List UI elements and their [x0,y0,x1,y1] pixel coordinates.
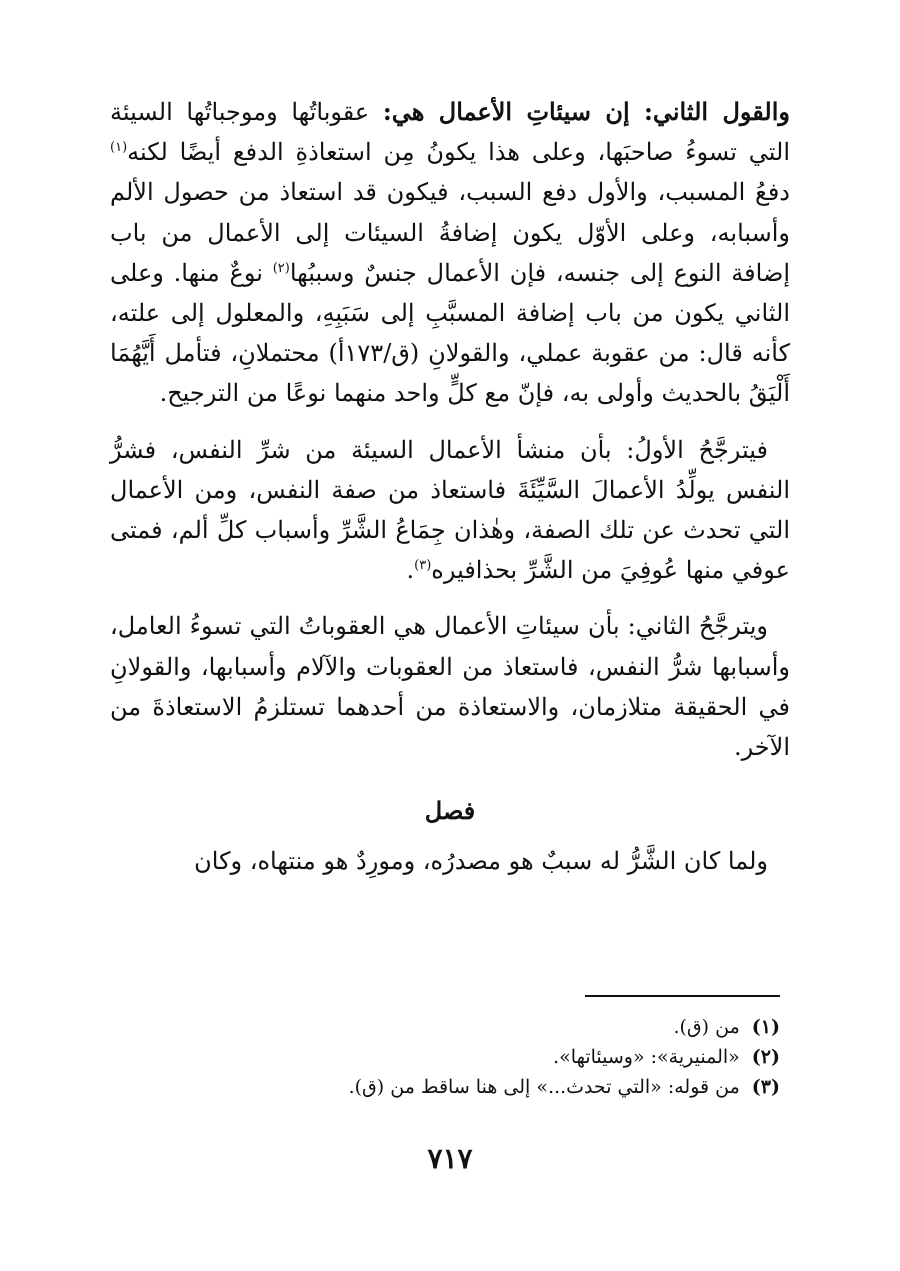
paragraph-first-opinion [110,92,790,414]
footnote-text: من (ق). [673,1016,740,1038]
page-body [110,92,790,897]
footnote-2 [110,1042,780,1072]
paragraph-text: ولما كان الشَّرُّ له سببٌ هو مصدرُه، ومورِدٌ هو منتهاه، وكان [194,847,768,876]
footnote-number: (٣) [751,1076,780,1098]
footnote-marker-2[interactable]: (٢) [272,260,290,276]
footnote-number: (١) [751,1016,780,1038]
paragraph-text: فيترجَّحُ الأولُ: بأن منشأ الأعمال السيئة من شرِّ النفس، فشرُّ النفس يولِّدُ الأعمالَ السَّيِّئَةَ فاستعاذ من صفة النفس، ومن الأعمال التي تحدث عن تلك الصفة، وهٰذان جِمَاعُ الشَّرِّ وأسباب كلِّ ألم، فمتى عوفي منها عُوفِيَ من الشَّرِّ بحذافيره [110,435,790,585]
footnotes [110,1012,780,1102]
footnote-3 [110,1072,780,1102]
footnote-number: (٢) [751,1046,780,1068]
paragraph-section-start [110,841,790,881]
paragraph-text: ويترجَّحُ الثاني: بأن سيئاتِ الأعمال هي العقوباتُ التي تسوءُ العامل، وأسبابها شرُّ النفس، فاستعاذ من العقوبات والآلام وأسبابها، والقولانِ في الحقيقة متلازمان، والاستعاذة من أحدهما تستلزمُ الاستعاذةَ من الآخر. [110,612,790,762]
paragraph-text: دفعُ المسبب، والأول دفع السبب، فيكون قد استعاذ من حصول الألم وأسبابه، وعلى الأوّل يكون إضافةُ السيئات إلى الأعمال من باب إضافة النوع إلى جنسه، فإن الأعمال جنسٌ وسببُها [110,178,791,287]
page-number: ٧١٧ [427,1142,473,1175]
footnote-1 [110,1012,780,1042]
footnote-text: «المنيرية»: «وسيئاتها». [553,1046,740,1068]
footnote-marker-1[interactable]: (١) [110,140,128,156]
section-heading: فصل [424,796,476,826]
paragraph-text: نوعٌ منها. وعلى الثاني يكون من باب إضافة المسبَّبِ إلى سَبَبِهِ، والمعلول إلى علته، كأنه قال: من عقوبة عملي، والقولانِ (ق/١٧٣أ) محتملانِ، فتأمل أَيَّهُمَا أَلْيَقُ بالحديث وأولى به، فإنّ مع كلٍّ واحد منهما نوعًا من الترجيح. [110,258,791,408]
paragraph-second-preference [110,606,790,767]
paragraph-lead: والقول الثاني: إن سيئاتِ الأعمال هي: [382,97,791,126]
footnote-separator [585,995,780,997]
footnote-marker-3[interactable]: (٣) [414,558,432,574]
paragraph-text: عقوباتُها وموجباتُها السيئة التي تسوءُ صاحبَها، وعلى هذا يكونُ مِن استعاذةِ الدفع أيضًا لكنه [110,98,790,167]
footnote-text: من قوله: «التي تحدث...» إلى هنا ساقط من (ق). [348,1076,740,1098]
paragraph-text: . [406,556,415,585]
paragraph-first-preference [110,430,790,591]
